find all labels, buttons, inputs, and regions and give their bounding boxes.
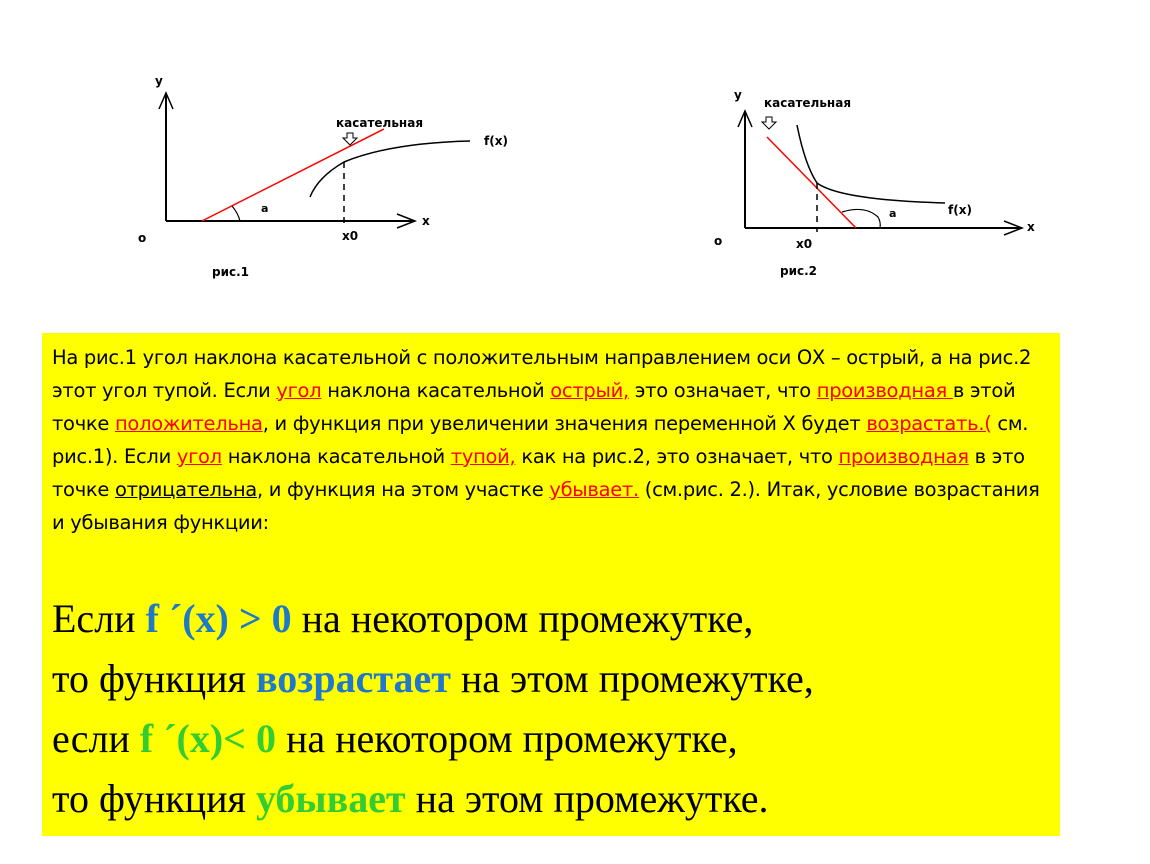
fig1-x0-label: x0 bbox=[342, 229, 359, 243]
explanation-paragraph bbox=[52, 341, 1052, 539]
figure-2 bbox=[705, 65, 1045, 285]
fig1-function-curve bbox=[310, 141, 470, 197]
rule-line-1 bbox=[52, 589, 1057, 649]
rule-text: то функция bbox=[52, 776, 256, 821]
fig1-y-label: y bbox=[155, 74, 163, 88]
rule-line-4 bbox=[52, 769, 1057, 829]
text-segment: это означает, что bbox=[628, 379, 817, 402]
fig1-caption: рис.1 bbox=[212, 265, 250, 279]
rule-text: на некотором промежутке, bbox=[291, 596, 754, 641]
emphasis-obtuse: тупой, bbox=[450, 445, 516, 468]
rule-negative-derivative: f ´(x)< 0 bbox=[139, 716, 276, 761]
rule-text: Если bbox=[52, 596, 146, 641]
rule-line-2 bbox=[52, 649, 1057, 709]
text-segment: , и функция при увеличении значения переменной Х будет bbox=[262, 412, 867, 435]
emphasis-negative: отрицательна bbox=[114, 478, 257, 501]
text-segment: в это точке bbox=[52, 445, 1025, 501]
fig1-angle-label: a bbox=[261, 202, 269, 215]
text-segment: (см.рис. 2.). Итак, условие возрастания и убывания функции: bbox=[52, 478, 1040, 534]
emphasis-angle-2: угол bbox=[176, 445, 222, 468]
emphasis-positive: положительна bbox=[114, 412, 263, 435]
text-segment: , и функция на этом участке bbox=[256, 478, 550, 501]
rule-text: если bbox=[52, 716, 140, 761]
fig2-y-label: y bbox=[734, 88, 742, 102]
emphasis-acute: острый, bbox=[550, 379, 629, 402]
rules-block bbox=[52, 589, 1057, 829]
fig1-angle-arc bbox=[232, 206, 240, 221]
fig2-origin-label: o bbox=[714, 234, 723, 248]
rule-decreases-word: убывает bbox=[255, 776, 406, 821]
fig2-tangent-label: касательная bbox=[764, 96, 852, 110]
fig1-tangent-label: касательная bbox=[336, 116, 424, 130]
text-segment: см. рис.1). Если bbox=[52, 412, 1029, 468]
rule-line-3 bbox=[52, 709, 1057, 769]
emphasis-derivative: производная bbox=[816, 379, 953, 402]
rule-increases-word: возрастает bbox=[255, 656, 451, 701]
fig1-function-label: f(x) bbox=[484, 134, 508, 148]
text-segment: На рис.1 угол наклона касательной с положительным направлением оси ОХ – острый, а на рис.2 этот угол тупой. Если bbox=[52, 346, 1032, 402]
text-segment: наклона касательной bbox=[221, 445, 451, 468]
fig1-tangent-line bbox=[202, 129, 384, 221]
fig1-x-label: x bbox=[422, 214, 430, 228]
rule-positive-derivative: f ´(x) > 0 bbox=[145, 596, 292, 641]
explanation-box bbox=[42, 333, 1060, 836]
fig1-origin-label: o bbox=[138, 231, 147, 245]
emphasis-decrease: убывает. bbox=[549, 478, 639, 501]
emphasis-angle: угол bbox=[276, 379, 322, 402]
rule-text: на некотором промежутке, bbox=[275, 716, 738, 761]
fig2-function-label: f(x) bbox=[948, 203, 972, 217]
text-segment: наклона касательной bbox=[321, 379, 551, 402]
fig2-x-label: x bbox=[1027, 220, 1035, 234]
rule-text: на этом промежутке. bbox=[405, 776, 769, 821]
fig2-x0-label: x0 bbox=[796, 237, 813, 251]
fig2-tangent-line bbox=[767, 137, 856, 228]
fig2-down-arrow-icon bbox=[762, 117, 776, 129]
fig2-angle-label: a bbox=[889, 207, 897, 220]
figure-1 bbox=[120, 65, 540, 285]
rule-text: то функция bbox=[52, 656, 256, 701]
text-segment: как на рис.2, это означает, что bbox=[515, 445, 839, 468]
emphasis-derivative-2: производная bbox=[838, 445, 969, 468]
fig2-caption: рис.2 bbox=[780, 264, 818, 278]
rule-text: на этом промежутке, bbox=[450, 656, 814, 701]
emphasis-increase: возрастать.( bbox=[866, 412, 992, 435]
text-segment: в этой точке bbox=[52, 379, 1016, 435]
